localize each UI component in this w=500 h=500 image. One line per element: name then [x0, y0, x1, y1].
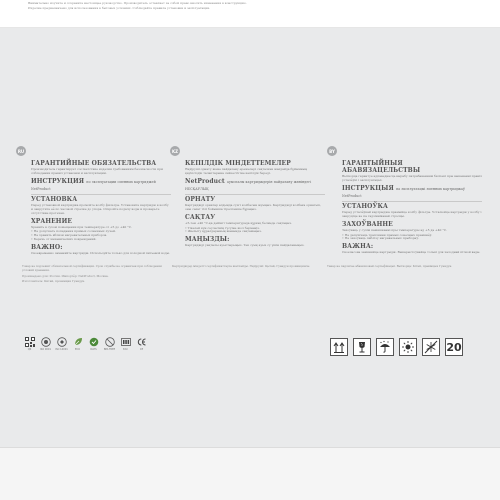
cert-bpa-free — [104, 337, 115, 351]
header-line: Внимательно изучите и сохраните настоящее руководство. Производитель оставляет за собой право вносить изменения в конструкцию. — [28, 1, 247, 5]
storage-bullet: • Тікелей күн сәулесінің түсуіне жол бермеңіз. — [185, 225, 260, 230]
bottom-paragraph: Изготовитель: Китай, провинция Гуандун. — [22, 279, 86, 284]
bottom-strip — [0, 448, 500, 500]
column-by — [327, 146, 482, 256]
warranty-text: Өндіруші орнату және пайдалану ережелері сақталған жағдайда бұйымның қауіпсіздік талаптарына сәйкестігіне кепілдік береді. — [185, 167, 307, 175]
storage-bullet-text: Беречь от механических повреждений. — [33, 236, 97, 241]
storage-text: Захоўваць у сухім памяшканні пры тэмпературы ад +5 да +40 °С. — [342, 227, 448, 232]
warranty-title: ГАРАНТЫЙНЫЯ АБАВЯЗАЦЕЛЬСТВЫ — [342, 160, 421, 174]
instruction-title-main: ІНСТРУКЦЫЯ — [342, 184, 394, 192]
storage-bullet-text: Жылыту құралдарының жанында сақтамаңыз. — [187, 229, 262, 234]
cert-label: EAC — [123, 348, 128, 351]
instruction-title — [185, 178, 325, 192]
rohs-icon — [89, 337, 99, 347]
certification-row — [24, 337, 147, 351]
cert-eac — [120, 337, 131, 351]
storage-bullet: • Беречь от механических повреждений. — [31, 236, 97, 241]
storage-bullet: • Не дапушчаць трапляння прамых сонечных прамянёў. — [342, 232, 433, 237]
storage-bullet-text: Не хранить вблизи нагревательных приборов. — [33, 233, 108, 238]
bottom-paragraph: Тавар не падлягае абавязковай сертыфікацыі. Вытворца: Кітай, правінцыя Гуандун. — [327, 264, 453, 268]
column-kz — [170, 146, 325, 249]
divider — [185, 194, 325, 195]
iso-icon — [41, 337, 51, 347]
umbrella-icon — [378, 340, 392, 354]
important-title: МАҢЫЗДЫ: — [185, 236, 230, 244]
important-text: Своевременно заменяйте картридж. Используйте только для холодной питьевой воды. — [31, 250, 170, 255]
instruction-title — [31, 178, 171, 192]
instruction-subtitle: ауыспалы картридждерін пайдалану жөніндегі НҰСҚАУЛЫҚ — [185, 179, 312, 191]
bottom-paragraph: Картридждер міндетті сертификаттауға жатпайды. Өндіруші: Қытай, Гуандун провинциясы. — [172, 264, 311, 268]
language-badge: RU — [16, 146, 26, 156]
important-title: ВАЖНА: — [342, 243, 374, 251]
divider — [342, 201, 482, 202]
sun-icon — [401, 340, 415, 354]
bottom-text-ru — [22, 265, 170, 286]
ce-icon — [137, 337, 147, 347]
important-title: ВАЖНО: — [31, 243, 63, 251]
keep-away-from-sun-symbol — [399, 338, 417, 356]
no-freeze-icon — [424, 340, 438, 354]
eco-leaf-icon — [73, 337, 83, 347]
qr-code-icon — [25, 337, 35, 347]
install-text: Перед установкой картриджа промойте колбу фильтра. Установите картридж в колбу и закрутите её по часовой стрелке до упора. Откройте подачу воды и проверьте отсутствие протечек. — [31, 203, 169, 215]
bottom-paragraph: Товар не подлежит обязательной сертификации. Срок службы не ограничен при соблюдении условий хранения. — [22, 264, 162, 272]
storage-bullet: • Не хранить вблизи нагревательных приборов. — [31, 233, 108, 238]
instruction-subtitle: по эксплуатации сменных картриджей NetProduct — [31, 179, 156, 191]
storage-title: ХРАНЕНИЕ — [31, 217, 73, 225]
language-badge: BY — [327, 146, 337, 156]
warranty-text: Вытворца гарантуе адпаведнасць вырабу патрабаванням бяспекі пры выкананні правіл усталёўкі і эксплуатацыі. — [342, 174, 482, 182]
storage-bullet: • Не допускать попадания прямых солнечных лучей. — [31, 229, 116, 234]
warranty-title: КЕПІЛДІК МІНДЕТТЕМЕЛЕР — [185, 160, 291, 167]
cert-label: ECO — [74, 348, 81, 351]
cert-qr — [24, 337, 35, 351]
storage-bullet-text: Тікелей күн сәулесінің түсуіне жол бермеңіз. — [187, 225, 260, 230]
install-title: УСТАНОЎКА — [342, 203, 389, 211]
warranty-title: ГАРАНТИЙНЫЕ ОБЯЗАТЕЛЬСТВА — [31, 160, 157, 167]
eac-icon — [121, 337, 131, 347]
this-way-up-symbol — [330, 338, 348, 356]
divider — [31, 194, 171, 195]
storage-title: САҚТАУ — [185, 213, 216, 221]
storage-bullet-text: Не дапушчаць трапляння прамых сонечных прамянёў. — [344, 232, 433, 237]
storage-text: +5-тен +40 °С-қа дейінгі температурада құрғақ бөлмеде сақтаңыз. — [185, 220, 292, 225]
cert-label: RoHS — [90, 348, 97, 351]
iso-icon — [57, 337, 67, 347]
cert-label: QR — [27, 348, 32, 351]
language-badge: KZ — [170, 146, 180, 156]
cert-iso-9001 — [40, 337, 51, 351]
cert-rohs — [88, 337, 99, 351]
cert-ce — [136, 337, 147, 351]
do-not-freeze-symbol — [422, 338, 440, 356]
top-strip — [0, 0, 500, 27]
bottom-text-by — [327, 265, 487, 271]
storage-bullet: • Не захоўваць паблізу награвальных прыбораў. — [342, 236, 420, 241]
cert-label: BPA FREE — [103, 348, 116, 351]
storage-text: Хранить в сухом помещении при температуре от +5 до +40 °С. — [31, 224, 133, 229]
instruction-title-main: NetProduct — [185, 177, 225, 185]
bottom-paragraph: Произведено для: Россия. Импортёр: NetProduct, Москва. — [22, 273, 109, 278]
stack-limit-symbol: 20 — [445, 338, 463, 356]
important-text: Своечасова замяняйце картрыдж. Выкарыстоўвайце толькі для халоднай пітной вады. — [342, 250, 481, 255]
storage-bullet-text: Не допускать попадания прямых солнечных лучей. — [33, 229, 116, 234]
fragile-symbol — [353, 338, 371, 356]
bpa-free-icon — [105, 337, 115, 347]
header-text — [28, 1, 298, 11]
storage-bullet-text: Не захоўваць паблізу награвальных прыбораў. — [344, 236, 420, 241]
column-ru — [16, 146, 171, 257]
install-text: Картриджді орнатар алдында сүзгі колбасын жуыңыз. Картриджді колбаға орнатып, оны сағат тілі бойынша тірелгенше бұраңыз. — [185, 203, 321, 211]
install-title: ОРНАТУ — [185, 196, 216, 204]
instruction-title-main: ИНСТРУКЦИЯ — [31, 177, 85, 185]
header-line: Изделие предназначено для использования в бытовых условиях. Соблюдайте правила установки и эксплуатации. — [28, 6, 211, 10]
cert-eco — [72, 337, 83, 351]
storage-bullet: • Жылыту құралдарының жанында сақтамаңыз. — [185, 229, 262, 234]
important-text: Картриджді уақтылы ауыстырыңыз. Тек суық ауыз су үшін пайдаланыңыз. — [185, 243, 305, 248]
bottom-text-kz — [172, 265, 330, 271]
install-text: Перад усталёўкай картрыджа прамыйце колбу фільтра. Усталюйце картрыдж у колбу і закруціце яе па гадзіннікавай стрэлцы. — [342, 210, 482, 218]
warranty-text: Производитель гарантирует соответствие изделия требованиям безопасности при соблюдении правил установки и эксплуатации. — [31, 167, 164, 175]
cert-label: ISO 9001 — [40, 348, 51, 351]
cert-label: ISO 14001 — [55, 348, 68, 351]
storage-title: ЗАХОЎВАННЕ — [342, 220, 393, 228]
instruction-title — [342, 185, 482, 199]
install-title: УСТАНОВКА — [31, 196, 78, 204]
arrows-up-icon — [332, 340, 346, 354]
cert-label: CE — [139, 348, 144, 351]
fragile-glass-icon — [355, 340, 369, 354]
keep-dry-symbol — [376, 338, 394, 356]
handling-symbols — [330, 338, 463, 356]
cert-iso-14001 — [56, 337, 67, 351]
instruction-subtitle: па эксплуатацыі зменных картрыджаў NetProduct — [342, 186, 465, 198]
